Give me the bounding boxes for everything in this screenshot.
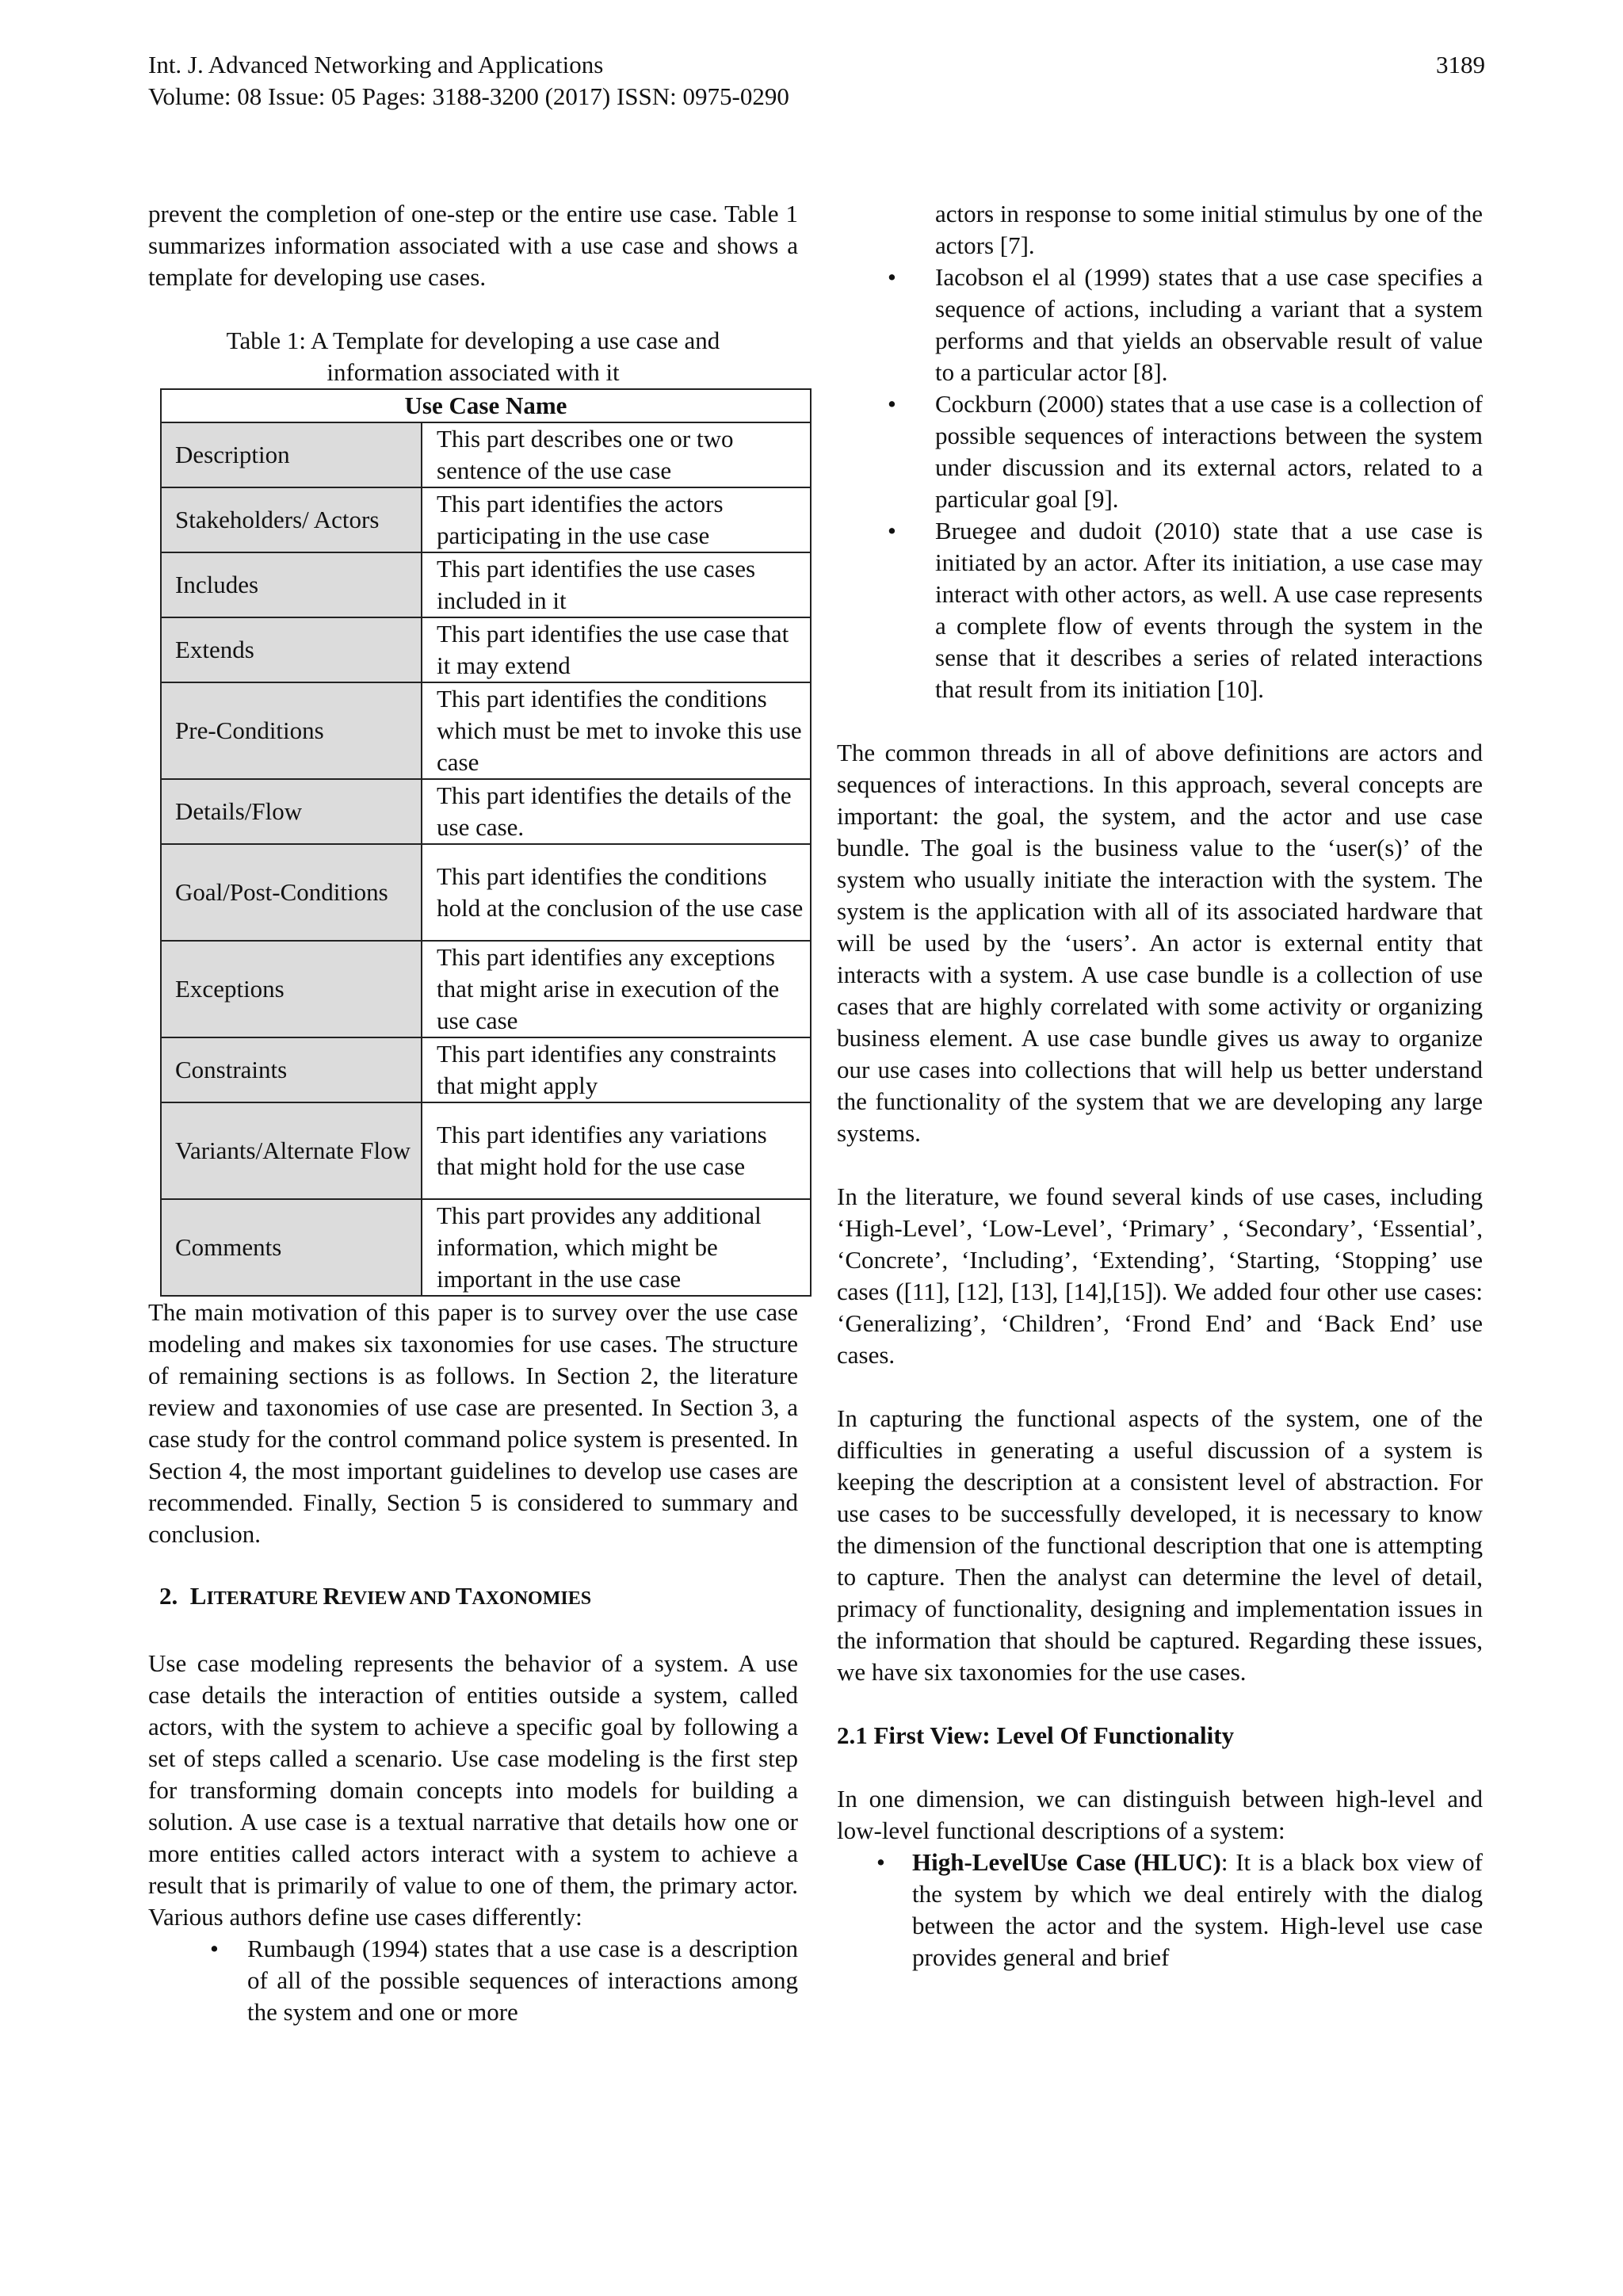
row-key: Description (161, 422, 422, 487)
row-key: Stakeholders/ Actors (161, 487, 422, 552)
row-value: This part identifies any variations that might hold for the use case (422, 1102, 811, 1199)
section-title-part: R (323, 1582, 341, 1610)
bullet-icon: • (888, 390, 896, 418)
list-item-text: actors in response to some initial stimulus by one of the actors [7]. (935, 200, 1483, 259)
row-key: Pre-Conditions (161, 682, 422, 779)
threads-paragraph: The common threads in all of above definitions are actors and sequences of interactions. In this approach, several concepts are important: the goal, the system, and the actor and use case bundle. The goal is the business value to the ‘user(s)’ of the system who usually initiate the interaction with the system. The system is the application with all of its associated hardware that will be used by the ‘users’. An actor is external entity that interacts with a system. A use case bundle is a collection of use cases that are highly correlated with some activity or organizing business element. A use case bundle gives us away to organize our use cases into collections that will help us better understand the functionality of the system that we are developing any large systems. (837, 739, 1483, 1147)
row-value: This part identifies the use case that it may extend (422, 617, 811, 682)
bullet-icon: • (888, 263, 896, 291)
table-row (161, 422, 811, 487)
section-title-part: L (189, 1582, 207, 1610)
definition-list-right (837, 198, 1483, 705)
table-row (161, 617, 811, 682)
functional-aspects-paragraph: In capturing the functional aspects of the system, one of the difficulties in generating a useful discussion of a system is keeping the description at a consistent level of abstraction. For use cases to be successfully developed, it is necessary to know the dimension of the functional description that one is attempting to capture. Then the analyst can determine the level of detail, primacy of functionality, designing and implementation issues in the information that should be captured. Regarding these issues, we have six taxonomies for the use cases. (837, 1404, 1483, 1686)
row-value: This part identifies the conditions hold at the conclusion of the use case (422, 844, 811, 941)
running-header-journal: Int. J. Advanced Networking and Applications (148, 51, 604, 78)
left-column (148, 198, 804, 2028)
table-row (161, 1199, 811, 1296)
row-key: Goal/Post-Conditions (161, 844, 422, 941)
list-item (837, 198, 1483, 262)
row-key: Includes (161, 552, 422, 617)
section-title-part: EVIEW AND (340, 1588, 456, 1609)
row-key: Comments (161, 1199, 422, 1296)
intro-paragraph: prevent the completion of one-step or the entire use case. Table 1 summarizes information associated with a use case and shows a template for developing use cases. (148, 200, 798, 291)
row-value: This part identifies any constraints that might apply (422, 1037, 811, 1102)
list-item-text: Bruegee and dudoit (2010) state that a use case is initiated by an actor. After its initiation, a use case may interact with other actors, as well. A use case represents a complete flow of events through the system in the sense that it describes a series of related interactions that result from its initiation [10]. (935, 517, 1483, 703)
section-title-part: T (455, 1582, 472, 1610)
literature-paragraph: In the literature, we found several kinds of use cases, including ‘High-Level’, ‘Low-Level’, ‘Primary’ , ‘Secondary’, ‘Essential’, ‘Concrete’, ‘Including’, ‘Extending’, ‘Starting, ‘Stopping’ use cases ([11], [12], [13], [14],[15]). We added four other use cases: ‘Generalizing’, ‘Children’, ‘Frond End’ and ‘Back End’ use cases. (837, 1182, 1483, 1369)
hluc-text: : It is a black box view of the system by which we deal entirely with the dialog between the actor and the system. High-level use case provides general and brief (912, 1848, 1484, 1971)
table-row (161, 552, 811, 617)
running-header-volume: Volume: 08 Issue: 05 Pages: 3188-3200 (2017) ISSN: 0975-0290 (148, 82, 789, 110)
list-item (148, 1933, 798, 2028)
list-item-text: Rumbaugh (1994) states that a use case is a description of all of the possible sequences of interactions among the system and one or more (247, 1935, 798, 2026)
table-row (161, 941, 811, 1037)
use-case-template-table (160, 388, 812, 1297)
list-item (837, 262, 1483, 388)
list-item (837, 388, 1483, 515)
row-key: Constraints (161, 1037, 422, 1102)
table-row (161, 487, 811, 552)
table-row (161, 1102, 811, 1199)
section-paragraph: Use case modeling represents the behavior of a system. A use case details the interaction of entities outside a system, called actors, with the system to achieve a specific goal by following a set of steps called a scenario. Use case modeling is the first step for transforming domain concepts into models for building a solution. A use case is a textual narrative that details how one or more entities called actors interact with a system to achieve a result that is primarily of value to one of them, the primary actor. Various authors define use cases differently: (148, 1649, 798, 1931)
table-header: Use Case Name (161, 389, 811, 422)
section-heading (148, 1580, 798, 1614)
table-row (161, 682, 811, 779)
table-row (161, 1037, 811, 1102)
table-caption-line-1: Table 1: A Template for developing a use case and (226, 327, 720, 354)
motivation-paragraph: The main motivation of this paper is to survey over the use case modeling and makes six taxonomies for use cases. The structure of remaining sections is as follows. In Section 2, the literature review and taxonomies of use case are presented. In Section 3, a case study for the control command police system is presented. In Section 4, the most important guidelines to develop use cases are recommended. Finally, Section 5 is considered to summary and conclusion. (148, 1298, 798, 1548)
table-row (161, 779, 811, 844)
list-item-text: Cockburn (2000) states that a use case is a collection of possible sequences of interactions between the system under discussion and its external actors, related to a particular goal [9]. (935, 390, 1483, 513)
dimension-paragraph: In one dimension, we can distinguish between high-level and low-level functional descriptions of a system: (837, 1785, 1483, 1844)
section-number: 2. (159, 1582, 178, 1610)
row-key: Variants/Alternate Flow (161, 1102, 422, 1199)
row-value: This part identifies the use cases included in it (422, 552, 811, 617)
subsection-heading: 2.1 First View: Level Of Functionality (837, 1721, 1235, 1749)
row-key: Exceptions (161, 941, 422, 1037)
list-item (837, 515, 1483, 705)
right-column (837, 198, 1483, 1973)
list-item-text: Iacobson el al (1999) states that a use case specifies a sequence of actions, including a variant that a system performs and that yields an observable result of value to a particular actor [8]. (935, 263, 1483, 386)
bullet-icon: • (210, 1935, 219, 1962)
row-value: This part identifies the actors participating in the use case (422, 487, 811, 552)
table-caption-line-2: information associated with it (327, 358, 620, 386)
row-value: This part describes one or two sentence of the use case (422, 422, 811, 487)
list-item (837, 1847, 1483, 1973)
bullet-icon: • (888, 517, 896, 544)
section-title-part: AXONOMIES (472, 1588, 592, 1609)
bullet-icon: • (876, 1848, 885, 1876)
table-row (161, 844, 811, 941)
hluc-term: High-LevelUse Case (HLUC) (912, 1848, 1221, 1876)
row-value: This part provides any additional information, which might be important in the use case (422, 1199, 811, 1296)
row-key: Extends (161, 617, 422, 682)
section-title-part: ITERATURE (206, 1588, 323, 1609)
row-value: This part identifies the conditions which must be met to invoke this use case (422, 682, 811, 779)
row-value: This part identifies any exceptions that might arise in execution of the use case (422, 941, 811, 1037)
definition-list-left (148, 1933, 798, 2028)
row-key: Details/Flow (161, 779, 422, 844)
hluc-list (837, 1847, 1483, 1973)
row-value: This part identifies the details of the use case. (422, 779, 811, 844)
page-number: 3189 (1436, 51, 1485, 78)
